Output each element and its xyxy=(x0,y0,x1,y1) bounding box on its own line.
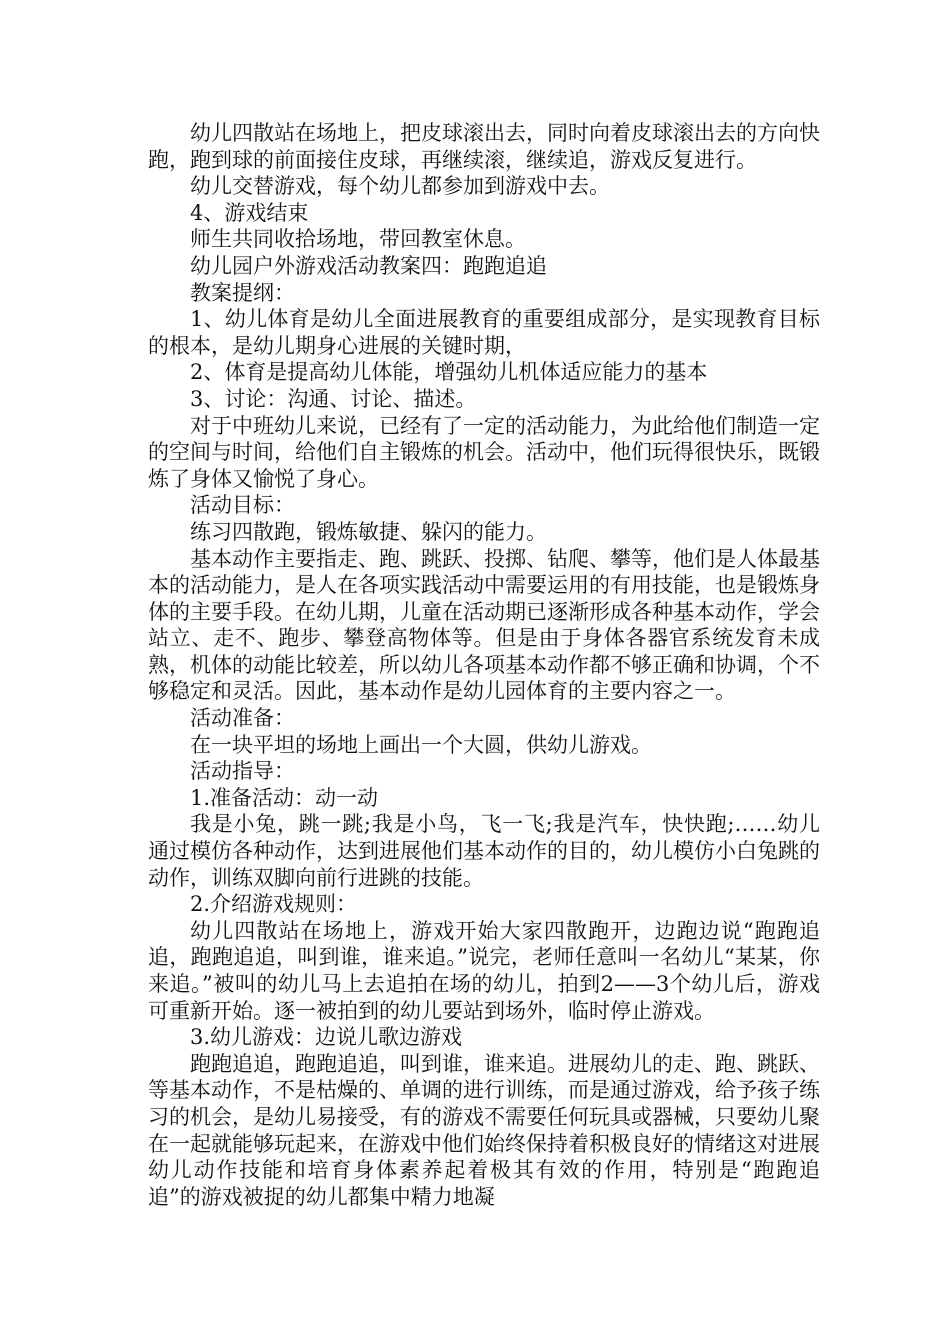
section-heading-lesson-four: 幼儿园户外游戏活动教案四：跑跑追追 xyxy=(190,253,547,278)
document-body xyxy=(148,120,820,1210)
paragraph-step-3-play: 3.幼儿游戏：边说儿歌边游戏 xyxy=(190,1025,463,1050)
paragraph-outline-label: 教案提纲： xyxy=(190,280,295,305)
paragraph-intro-middle-class: 对于中班幼儿来说，已经有了一定的活动能力，为此给他们制造一定的空间与时间，给他们自主锻炼的机会。活动中，他们玩得很快乐，既锻炼了身体又愉悦了身心。 xyxy=(148,413,820,491)
paragraph-goals-text: 练习四散跑，锻炼敏捷、躲闪的能力。 xyxy=(190,519,547,544)
paragraph-cleanup: 师生共同收拾场地，带回教室休息。 xyxy=(190,227,526,252)
paragraph-rules-text: 幼儿四散站在场地上，游戏开始大家四散跑开，边跑边说“跑跑追追，跑跑追追，叫到谁，谁来追。”说完，老师任意叫一名幼儿“某某，你来追。”被叫的幼儿马上去追拍在场的幼儿，拍到2——3个幼儿后，游戏可重新开始。逐一被拍到的幼儿要站到场外，临时停止游戏。 xyxy=(148,918,820,1023)
paragraph-preparation-text: 在一块平坦的场地上画出一个大圆，供幼儿游戏。 xyxy=(190,732,652,757)
paragraph-take-turns: 幼儿交替游戏，每个幼儿都参加到游戏中去。 xyxy=(190,174,610,199)
paragraph-goals-label: 活动目标： xyxy=(190,493,295,518)
paragraph-basic-movements: 基本动作主要指走、跑、跳跃、投掷、钻爬、攀等，他们是人体最基本的活动能力，是人在各项实践活动中需要运用的有用技能，也是锻炼身体的主要手段。在幼儿期，儿童在活动期已逐渐形成各种基本动作，学会站立、走不、跑步、攀登高物体等。但是由于身体各器官系统发育未成熟，机体的动能比较差，所以幼儿各项基本动作都不够正确和协调，个不够稳定和灵活。因此，基本动作是幼儿园体育的主要内容之一。 xyxy=(148,546,820,704)
paragraph-guidance-label: 活动指导： xyxy=(190,759,295,784)
paragraph-warmup-text: 我是小兔，跳一跳;我是小鸟，飞一飞;我是汽车，快快跑;……幼儿通过模仿各种动作，达到进展他们基本动作的目的，幼儿模仿小白兔跳的动作，训练双脚向前行进跳的技能。 xyxy=(148,812,820,890)
paragraph-outline-point-3: 3、讨论：沟通、讨论、描述。 xyxy=(190,386,477,411)
paragraph-play-text: 跑跑追追，跑跑追追，叫到谁，谁来追。进展幼儿的走、跑、跳跃、等基本动作，不是枯燥的、单调的进行训练，而是通过游戏，给予孩子练习的机会，是幼儿易接受，有的游戏不需要任何玩具或器械，只要幼儿聚在一起就能够玩起来，在游戏中他们始终保持着积极良好的情绪这对进展幼儿动作技能和培育身体素养起着极其有效的作用，特别是“跑跑追追”的游戏被捉的幼儿都集中精力地凝 xyxy=(148,1051,820,1209)
paragraph-preparation-label: 活动准备： xyxy=(190,706,295,731)
paragraph-step-1-warmup: 1.准备活动：动一动 xyxy=(190,785,379,810)
paragraph-outline-point-2: 2、体育是提高幼儿体能，增强幼儿机体适应能力的基本 xyxy=(190,360,708,385)
paragraph-step-4-end: 4、游戏结束 xyxy=(190,200,309,225)
paragraph-ball-game-rules: 幼儿四散站在场地上，把皮球滚出去，同时向着皮球滚出去的方向快跑，跑到球的前面接住皮球，再继续滚，继续追，游戏反复进行。 xyxy=(148,121,820,172)
paragraph-outline-point-1: 1、幼儿体育是幼儿全面进展教育的重要组成部分，是实现教育目标的根本，是幼儿期身心进展的关键时期， xyxy=(148,307,820,358)
paragraph-step-2-rules: 2.介绍游戏规则： xyxy=(190,892,358,917)
